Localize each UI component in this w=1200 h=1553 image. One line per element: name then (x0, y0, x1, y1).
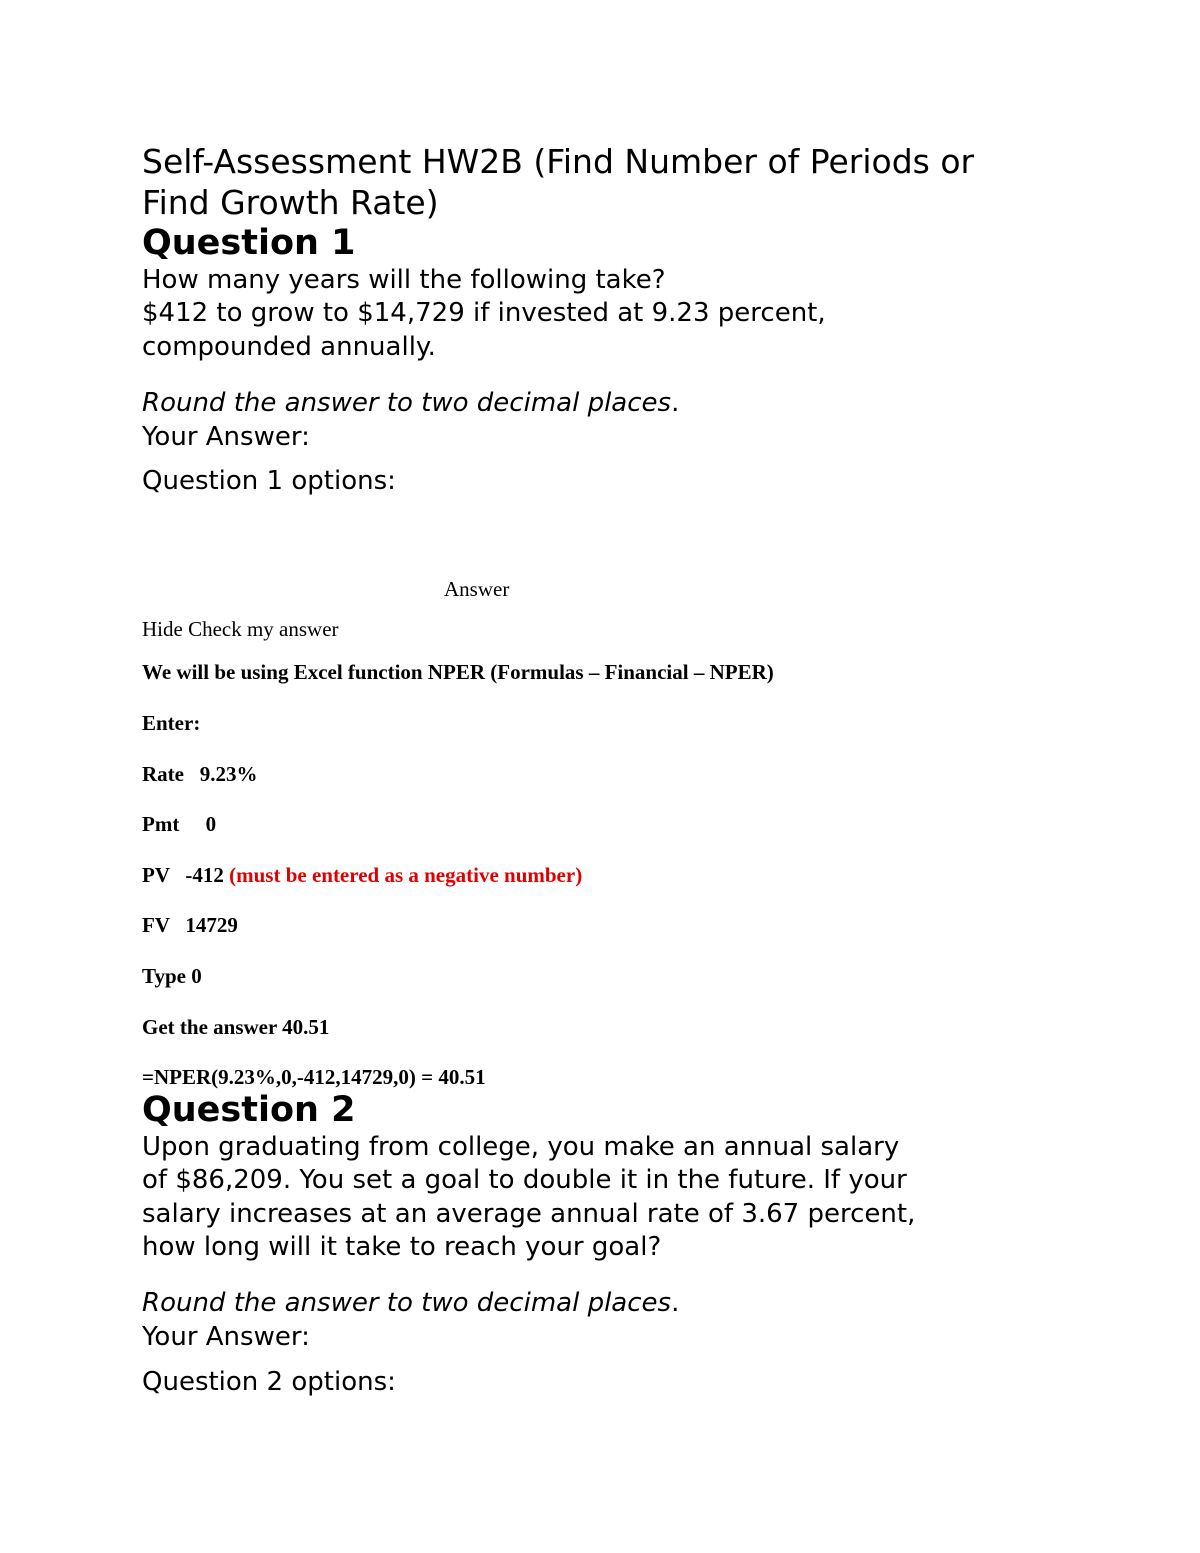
question-1-instruction (142, 387, 679, 420)
solution-intro: We will be using Excel function NPER (Formulas – Financial – NPER) (142, 660, 774, 684)
document-title-line-2: Find Growth Rate) (142, 183, 439, 222)
solution-rate: Rate 9.23% (142, 762, 258, 786)
solution-get-answer: Get the answer 40.51 (142, 1015, 330, 1039)
question-1-instruction-text: Round the answer to two decimal places (142, 388, 672, 418)
question-2-instruction-text: Round the answer to two decimal places (142, 1288, 672, 1318)
question-2-instruction-period: . (671, 1288, 680, 1318)
solution-pv-value: PV -412 (142, 863, 230, 887)
answer-label: Answer (444, 577, 510, 601)
question-2-prompt-line-1: Upon graduating from college, you make an annual salary (142, 1132, 900, 1162)
question-2-prompt-line-3: salary increases at an average annual rate of 3.67 percent, (142, 1199, 916, 1229)
solution-pmt: Pmt 0 (142, 812, 217, 836)
question-1-options-label: Question 1 options: (142, 466, 396, 496)
solution-fv: FV 14729 (142, 913, 238, 937)
question-1-your-answer-label: Your Answer: (142, 422, 310, 452)
question-1-prompt-line-1: How many years will the following take? (142, 265, 666, 295)
solution-type: Type 0 (142, 964, 202, 988)
question-2-heading: Question 2 (142, 1090, 356, 1130)
solution-formula: =NPER(9.23%,0,-412,14729,0) = 40.51 (142, 1065, 486, 1089)
question-2-options-label: Question 2 options: (142, 1367, 396, 1397)
solution-pv-note: (must be entered as a negative number) (229, 863, 583, 887)
solution-enter-label: Enter: (142, 711, 201, 735)
hide-check-my-answer-link[interactable]: Hide Check my answer (142, 617, 339, 641)
question-1-prompt-line-2: $412 to grow to $14,729 if invested at 9.23 percent, (142, 298, 826, 328)
question-2-your-answer-label: Your Answer: (142, 1322, 310, 1352)
question-1-prompt-line-3: compounded annually. (142, 332, 436, 362)
question-2-prompt-line-2: of $86,209. You set a goal to double it in the future. If your (142, 1165, 907, 1195)
document-title-line-1: Self-Assessment HW2B (Find Number of Periods or (142, 142, 975, 181)
solution-pv (142, 862, 582, 888)
question-2-prompt-line-4: how long will it take to reach your goal? (142, 1232, 662, 1262)
question-1-heading: Question 1 (142, 223, 356, 263)
question-1-instruction-period: . (671, 388, 680, 418)
question-2-instruction (142, 1287, 679, 1320)
